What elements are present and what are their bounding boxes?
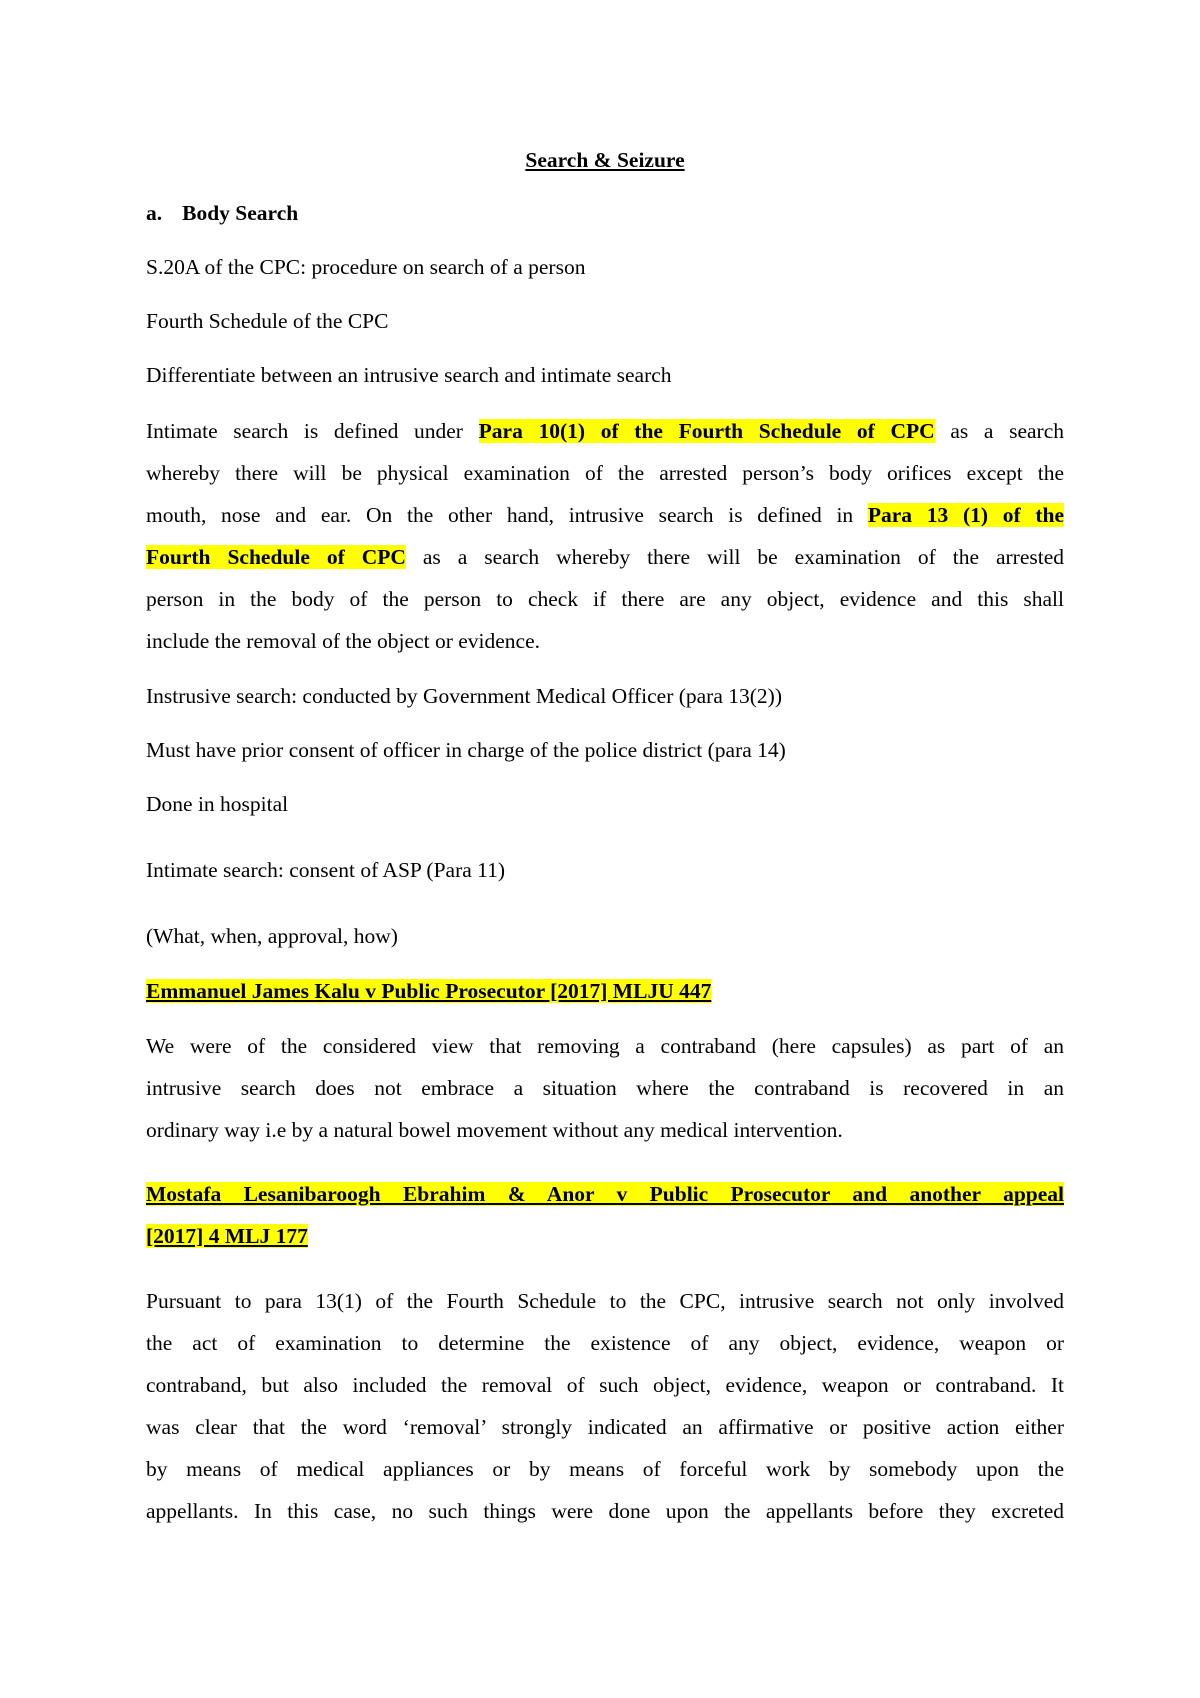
quote-line: the act of examination to determine the existence of any object, evidence, weapon or <box>146 1331 1064 1355</box>
quote-line: Pursuant to para 13(1) of the Fourth Schedule to the CPC, intrusive search not only involved <box>146 1289 1064 1313</box>
paragraph: Fourth Schedule of the CPC <box>146 309 389 333</box>
paragraph: S.20A of the CPC: procedure on search of a person <box>146 255 586 279</box>
definition-line <box>146 418 1064 444</box>
quote-line: ordinary way i.e by a natural bowel movement without any medical intervention. <box>146 1118 843 1142</box>
case-name: [2017] 4 MLJ 177 <box>146 1224 308 1248</box>
highlighted-reference: Para 10(1) of the Fourth Schedule of CPC <box>478 419 935 443</box>
note-line: Done in hospital <box>146 792 289 816</box>
highlighted-reference: Para 13 (1) of the <box>867 503 1064 527</box>
quote-line: appellants. In this case, no such things were done upon the appellants before they excreted <box>146 1499 1064 1523</box>
case-citation <box>146 1223 308 1249</box>
note-line: Instrusive search: conducted by Government Medical Officer (para 13(2)) <box>146 684 782 708</box>
quote-line: We were of the considered view that removing a contraband (here capsules) as part of an <box>146 1034 1064 1058</box>
text-run: Intimate search is defined under <box>146 419 479 443</box>
case-name: Emmanuel James Kalu v Public Prosecutor [2017] MLJU 447 <box>146 979 712 1003</box>
paragraph: Differentiate between an intrusive search and intimate search <box>146 363 672 387</box>
note-line: Intimate search: consent of ASP (Para 11) <box>146 858 506 882</box>
section-heading-text: Body Search <box>182 201 299 225</box>
section-heading <box>146 200 298 226</box>
list-marker: a. <box>146 201 163 225</box>
text-run: mouth, nose and ear. On the other hand, intrusive search is defined in <box>146 503 868 527</box>
case-citation <box>146 1181 1064 1207</box>
case-name: Mostafa Lesanibaroogh Ebrahim & Anor v Public Prosecutor and another appeal <box>146 1182 1064 1206</box>
definition-line: person in the body of the person to check if there are any object, evidence and this shall <box>146 587 1064 611</box>
quote-line: by means of medical appliances or by means of forceful work by somebody upon the <box>146 1457 1064 1481</box>
note-line: (What, when, approval, how) <box>146 924 398 948</box>
quote-line: contraband, but also included the removal of such object, evidence, weapon or contraband. It <box>146 1373 1064 1397</box>
note-line: Must have prior consent of officer in charge of the police district (para 14) <box>146 738 786 762</box>
definition-line: include the removal of the object or evidence. <box>146 629 541 653</box>
quote-line: intrusive search does not embrace a situation where the contraband is recovered in an <box>146 1076 1064 1100</box>
document-title: Search & Seizure <box>525 148 685 172</box>
highlighted-reference: Fourth Schedule of CPC <box>146 545 406 569</box>
definition-line <box>146 544 1064 570</box>
definition-line: whereby there will be physical examination of the arrested person’s body orifices except the <box>146 461 1064 485</box>
quote-line: was clear that the word ‘removal’ strongly indicated an affirmative or positive action either <box>146 1415 1064 1439</box>
case-citation <box>146 978 711 1004</box>
text-run: as a search <box>934 419 1065 443</box>
definition-line <box>146 502 1064 528</box>
text-run: as a search whereby there will be examination of the arrested <box>405 545 1064 569</box>
